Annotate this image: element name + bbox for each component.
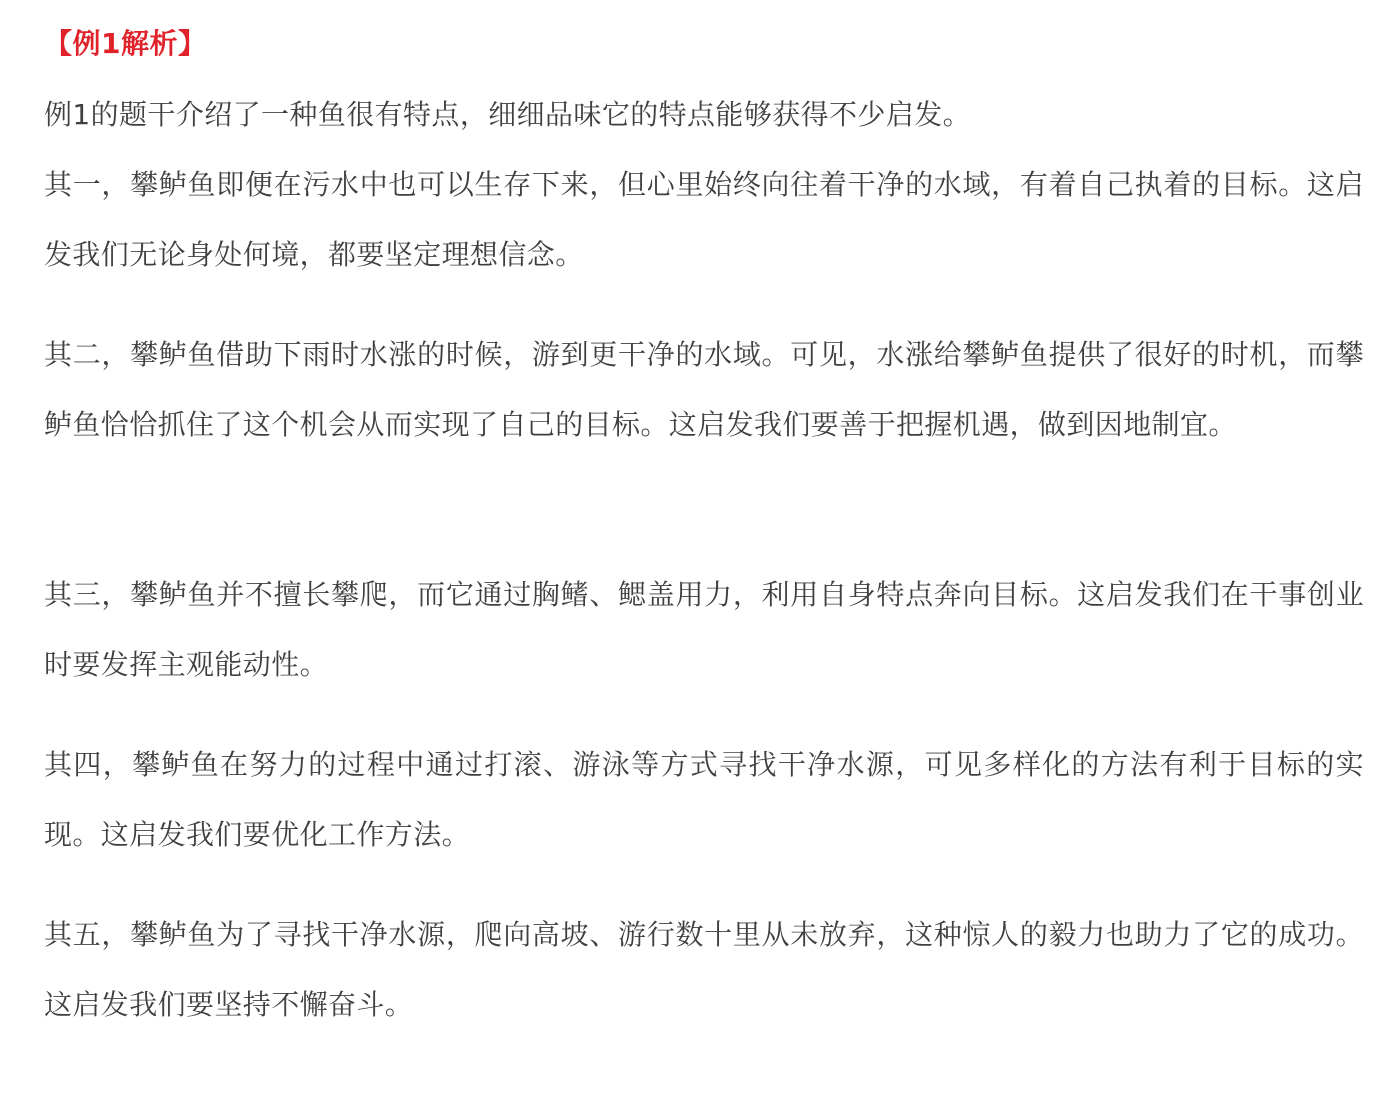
- point-four-paragraph: 其四，攀鲈鱼在努力的过程中通过打滚、游泳等方式寻找干净水源，可见多样化的方法有利于目标的实现。这启发我们要优化工作方法。: [44, 748, 1364, 851]
- point-two-paragraph: 其二，攀鲈鱼借助下雨时水涨的时候，游到更干净的水域。可见，水涨给攀鲈鱼提供了很好的时机，而攀鲈鱼恰恰抓住了这个机会从而实现了自己的目标。这启发我们要善于把握机遇，做到因地制宜。: [44, 338, 1364, 441]
- intro-paragraph: 例1的题干介绍了一种鱼很有特点，细细品味它的特点能够获得不少启发。: [44, 98, 972, 131]
- point-one-paragraph: 其一，攀鲈鱼即便在污水中也可以生存下来，但心里始终向往着干净的水域，有着自己执着的目标。这启发我们无论身处何境，都要坚定理想信念。: [44, 168, 1364, 271]
- point-five-paragraph: 其五，攀鲈鱼为了寻找干净水源，爬向高坡、游行数十里从未放弃，这种惊人的毅力也助力了它的成功。这启发我们要坚持不懈奋斗。: [44, 918, 1364, 1021]
- point-three-paragraph: 其三，攀鲈鱼并不擅长攀爬，而它通过胸鳍、鳃盖用力，利用自身特点奔向目标。这启发我们在干事创业时要发挥主观能动性。: [44, 578, 1364, 681]
- section-heading: 【例1解析】: [44, 27, 207, 60]
